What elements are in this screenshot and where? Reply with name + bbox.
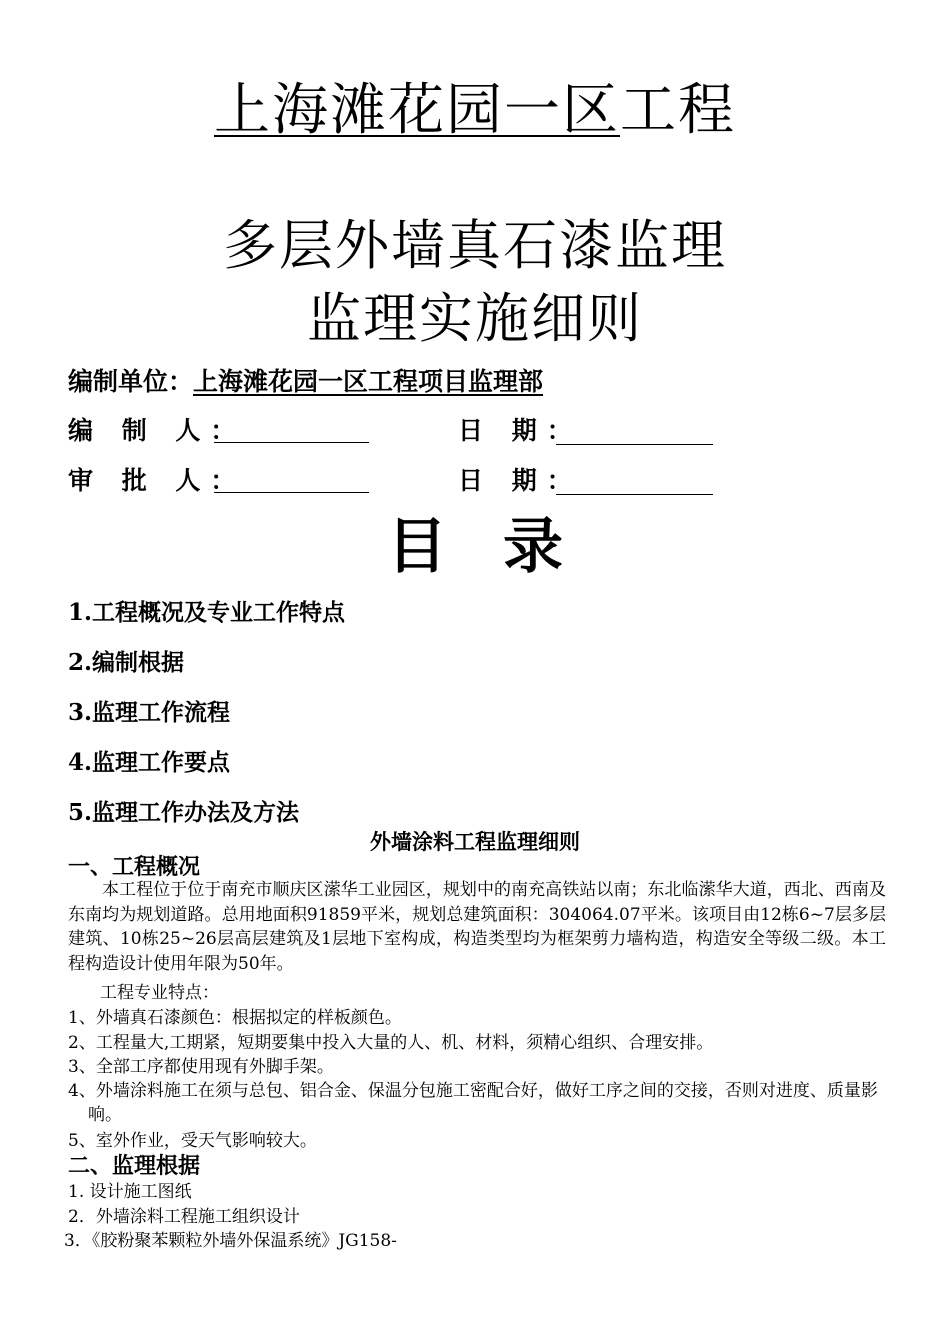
feature-item: 4、外墙涂料施工在须与总包、铝合金、保温分包施工密配合好，做好工序之间的交接，否则对进度、质量影响。 <box>68 1081 878 1125</box>
approver-date-blank <box>556 468 713 495</box>
cover-title-line1 <box>0 78 950 144</box>
compiler-row <box>68 413 888 449</box>
feature-item: 3、全部工序都使用现有外脚手架。 <box>68 1057 334 1077</box>
cover-title-suffix: 工程 <box>620 78 736 143</box>
cover-title-line3: 监理实施细则 <box>307 287 643 350</box>
basis-item: 3．《胶粉聚苯颗粒外墙外保温系统》JG158- <box>64 1231 397 1251</box>
toc-item: 5.监理工作办法及方法 <box>68 799 300 826</box>
toc-item: 2.编制根据 <box>68 649 185 676</box>
approver-row <box>68 463 888 499</box>
basis-item: 1. 设计施工图纸 <box>68 1182 192 1202</box>
compiler-blank <box>214 416 369 443</box>
compiler-date-blank <box>556 418 713 445</box>
feature-item: 1、外墙真石漆颜色：根据拟定的样板颜色。 <box>68 1008 402 1028</box>
basis-item: 2．外墙涂料工程施工组织设计 <box>68 1207 300 1227</box>
compiling-unit-line <box>68 364 543 400</box>
compiler-date-label: 日 期： <box>458 416 582 445</box>
section-heading-basis: 二、监理根据 <box>68 1153 201 1179</box>
cover-title-line2: 多层外墙真石漆监理 <box>223 214 727 277</box>
approver-label: 审 批 人： <box>68 466 246 495</box>
toc-item: 4.监理工作要点 <box>68 749 231 776</box>
compiling-unit-value: 上海滩花园一区工程项目监理部 <box>193 367 544 396</box>
section-heading-overview: 一、工程概况 <box>68 854 201 880</box>
features-label: 工程专业特点： <box>100 983 219 1003</box>
compiling-unit-label: 编制单位： <box>68 367 194 396</box>
compiler-label: 编 制 人： <box>68 416 246 445</box>
cover-title-project-name: 上海滩花园一区 <box>214 78 620 143</box>
overview-paragraph: 本工程位于位于南充市顺庆区潆华工业园区，规划中的南充高铁站以南；东北临潆华大道，西北、西南及东南均为规划道路。总用地面积91859平米，规划总建筑面积：304064.07平米。该项目由12栋6~7层多层建筑、10栋25~26层高层建筑及1层地下室构成，构造类型均为框架剪力墙构造，构造安全等级二级。本工程构造设计使用年限为50年。 <box>68 880 886 974</box>
toc-item: 1.工程概况及专业工作特点 <box>68 599 346 626</box>
approver-date-label: 日 期： <box>458 466 582 495</box>
document-title: 外墙涂料工程监理细则 <box>370 829 580 854</box>
feature-item: 5、室外作业，受天气影响较大。 <box>68 1131 317 1151</box>
toc-title: 目录 <box>387 512 619 582</box>
toc-list <box>68 588 345 838</box>
approver-blank <box>214 466 369 493</box>
toc-item: 3.监理工作流程 <box>68 699 231 726</box>
feature-item: 2、工程量大,工期紧，短期要集中投入大量的人、机、材料，须精心组织、合理安排。 <box>68 1033 714 1053</box>
